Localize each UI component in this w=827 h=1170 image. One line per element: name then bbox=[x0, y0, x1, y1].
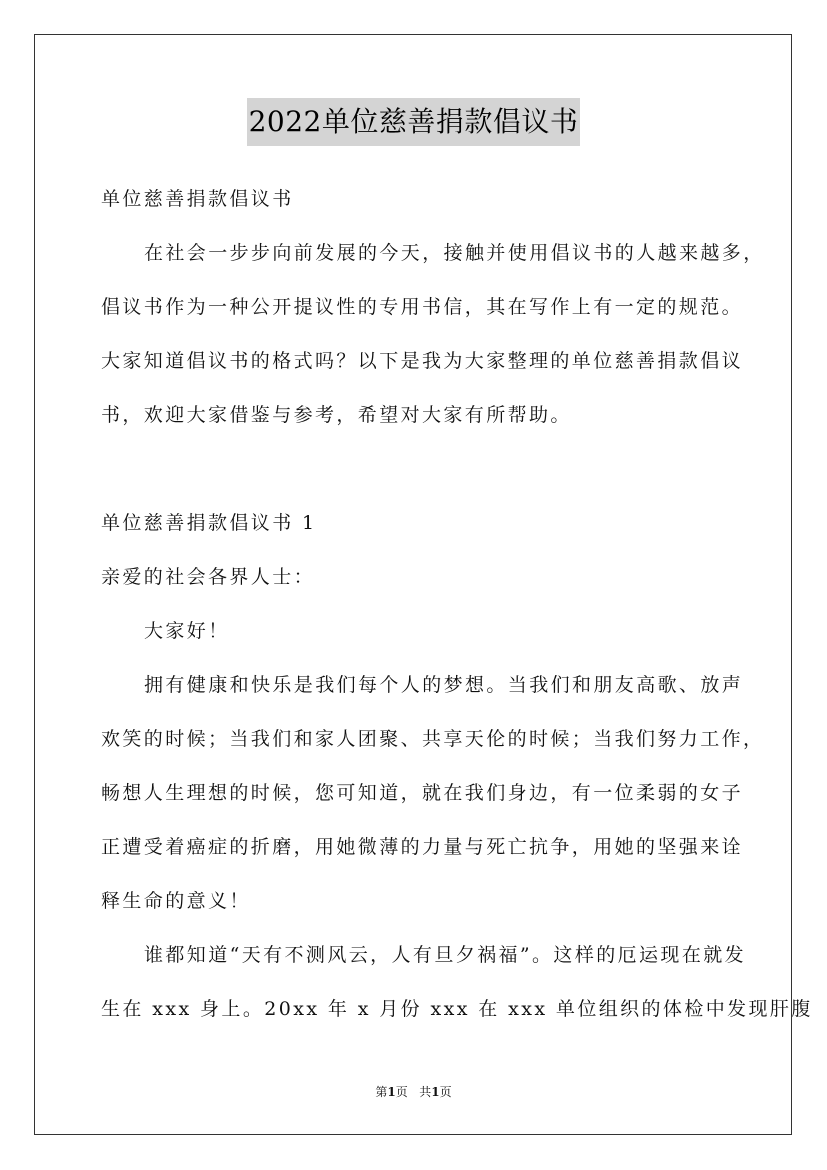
page-prefix: 第 bbox=[375, 1085, 388, 1099]
paragraph-line: 畅想人生理想的时候，您可知道，就在我们身边，有一位柔弱的女子 bbox=[101, 782, 744, 804]
page-suffix: 页 bbox=[395, 1085, 408, 1099]
greeting: 大家好！ bbox=[144, 620, 230, 642]
salutation: 亲爱的社会各界人士： bbox=[101, 566, 316, 588]
document-body bbox=[101, 172, 813, 1036]
page-footer bbox=[0, 1083, 827, 1101]
paragraph-line: 拥有健康和快乐是我们每个人的梦想。当我们和朋友高歌、放声 bbox=[144, 674, 744, 696]
total-suffix: 页 bbox=[439, 1085, 452, 1099]
subtitle: 单位慈善捐款倡议书 bbox=[101, 188, 294, 210]
paragraph-line: 生在 xxx 身上。20xx 年 x 月份 xxx 在 xxx 单位组织的体检中发现肝腹 bbox=[101, 998, 813, 1020]
total-pages: 1 bbox=[431, 1085, 440, 1099]
section-title: 单位慈善捐款倡议书 1 bbox=[101, 512, 317, 534]
title-container bbox=[0, 98, 827, 146]
paragraph-line: 正遭受着癌症的折磨，用她微薄的力量与死亡抗争，用她的坚强来诠 bbox=[101, 836, 744, 858]
intro-line: 倡议书作为一种公开提议性的专用书信，其在写作上有一定的规范。 bbox=[101, 296, 744, 318]
intro-line: 大家知道倡议书的格式吗？以下是我为大家整理的单位慈善捐款倡议 bbox=[101, 350, 744, 372]
paragraph-line: 谁都知道“天有不测风云，人有旦夕祸福”。这样的厄运现在就发 bbox=[144, 944, 747, 966]
paragraph-line: 释生命的意义！ bbox=[101, 890, 251, 912]
intro-line: 在社会一步步向前发展的今天，接触并使用倡议书的人越来越多， bbox=[144, 242, 765, 264]
paragraph-line: 欢笑的时候；当我们和家人团聚、共享天伦的时候；当我们努力工作， bbox=[101, 728, 765, 750]
blank-line bbox=[101, 442, 731, 496]
total-prefix: 共 bbox=[419, 1085, 432, 1099]
page-number: 1 bbox=[387, 1085, 396, 1099]
document-title: 2022单位慈善捐款倡议书 bbox=[247, 98, 581, 146]
intro-line: 书，欢迎大家借鉴与参考，希望对大家有所帮助。 bbox=[101, 404, 572, 426]
